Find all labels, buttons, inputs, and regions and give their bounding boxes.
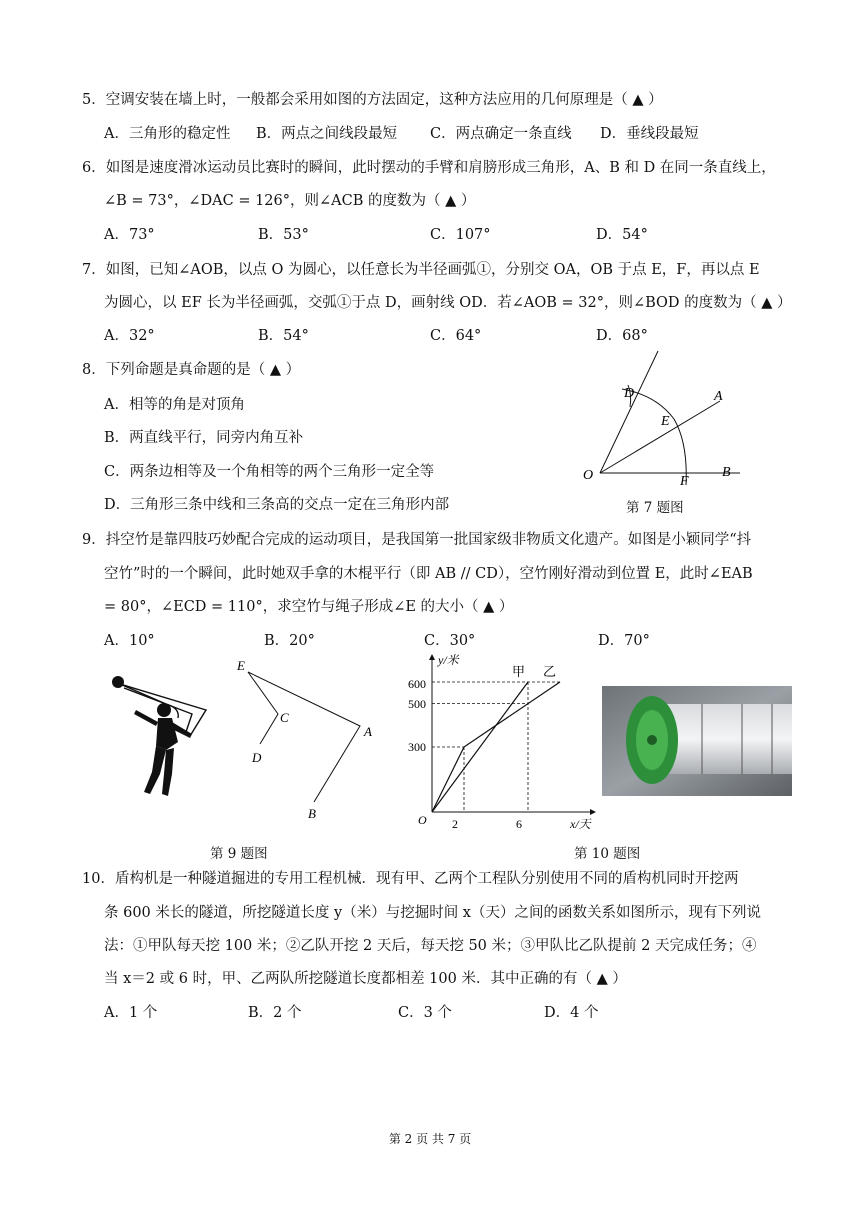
segment-e-c-d	[248, 672, 278, 744]
ray-od	[600, 351, 658, 473]
fig9-caption: 第 9 题图	[210, 846, 268, 862]
fig10-ytick-300: 300	[408, 740, 426, 754]
arc-1	[622, 389, 686, 485]
q9-stem-line3: = 80°，∠ECD = 110°，求空竹与绳子形成∠E 的大小（ ▲ ）	[104, 599, 514, 615]
ray-oa	[600, 401, 720, 473]
series-line-yi	[432, 682, 560, 812]
q7-option-d: D．68°	[596, 328, 648, 344]
q5-stem: 5．空调安装在墙上时，一般都会采用如图的方法固定，这种方法应用的几何原理是（ ▲ ）	[82, 92, 663, 108]
q6-option-d: D．54°	[596, 227, 648, 243]
figure-9-illustration	[106, 670, 226, 802]
fig9-label-a: A	[364, 724, 372, 739]
q10-option-a: A．1 个	[104, 1005, 158, 1021]
fig7-label-b: B	[722, 465, 731, 480]
q5-options	[104, 124, 804, 144]
fig10-series-label-yi: 乙	[543, 664, 557, 679]
q8-stem: 8．下列命题是真命题的是（ ▲ ）	[82, 362, 301, 378]
fig9-label-e: E	[237, 658, 245, 673]
q6-option-a: A．73°	[104, 227, 155, 243]
q7-options	[104, 326, 804, 346]
skater-head	[157, 703, 171, 717]
q9-stem-line2: 空竹”时的一个瞬间，此时她双手拿的木棍平行（即 AB // CD），空竹刚好滑动到位置 E，此时∠EAB	[104, 566, 753, 582]
y-axis-arrow	[429, 654, 435, 660]
fig10-caption: 第 10 题图	[574, 846, 641, 862]
q8-option-b: B．两直线平行，同旁内角互补	[104, 430, 304, 446]
q5-option-d: D．垂线段最短	[600, 126, 699, 142]
q9-option-d: D．70°	[598, 633, 650, 649]
q6-option-c: C．107°	[430, 227, 491, 243]
q5-option-c: C．两点确定一条直线	[430, 126, 572, 142]
q6-options	[104, 225, 804, 245]
figure-9-geometry	[230, 658, 380, 823]
q10-option-d: D．4 个	[544, 1005, 599, 1021]
q10-option-b: B．2 个	[248, 1005, 302, 1021]
q10-stem-line4: 当 x＝2 或 6 时，甲、乙两队所挖隧道长度都相差 100 米．其中正确的有（ ▲ ）	[104, 971, 627, 987]
fig7-caption: 第 7 题图	[626, 500, 684, 516]
q9-option-a: A．10°	[104, 633, 155, 649]
fig9-label-d: D	[252, 750, 262, 765]
q10-stem-line2: 条 600 米长的隧道，所挖隧道长度 y（米）与挖掘时间 x（天）之间的函数关系如图所示，现有下列说	[104, 905, 761, 921]
q9-option-b: B．20°	[264, 633, 315, 649]
skater-leg-left	[144, 746, 166, 794]
figure-10-chart	[400, 652, 600, 834]
fig7-label-e: E	[661, 414, 670, 429]
diabolo-icon	[112, 676, 124, 688]
q9-option-c: C．30°	[424, 633, 476, 649]
q9-stem-line1: 9．抖空竹是靠四肢巧妙配合完成的运动项目，是我国第一批国家级非物质文化遗产。如图是小颖同学“抖	[82, 532, 752, 548]
fig7-label-o: O	[583, 468, 594, 483]
fig10-series-label-jia: 甲	[512, 664, 526, 679]
page-footer: 第 2 页 共 7 页	[388, 1132, 472, 1146]
q8-option-a: A．相等的角是对顶角	[104, 397, 245, 413]
q7-option-a: A．32°	[104, 328, 155, 344]
fig9-label-b: B	[308, 806, 316, 821]
q10-stem-line1: 10．盾构机是一种隧道掘进的专用工程机械．现有甲、乙两个工程队分别使用不同的盾构机同时开挖两	[82, 871, 739, 887]
fig10-ytick-500: 500	[408, 697, 426, 711]
x-axis-arrow	[590, 809, 596, 815]
q8-option-c: C．两条边相等及一个角相等的两个三角形一定全等	[104, 464, 435, 480]
skater-torso	[156, 718, 178, 750]
skater-arm-left	[134, 710, 158, 726]
q10-options	[104, 1003, 804, 1023]
q10-stem-line3: 法：①甲队每天挖 100 米；②乙队开挖 2 天后，每天挖 50 米；③甲队比乙队提前 2 天完成任务；④	[104, 938, 757, 954]
fig10-ytick-600: 600	[408, 677, 426, 691]
fig10-xtick-6: 6	[516, 817, 522, 831]
fig10-xtick-2: 2	[452, 817, 458, 831]
fig10-ylabel: y/米	[438, 653, 459, 667]
figure-7	[570, 345, 750, 495]
series-line-jia	[432, 682, 528, 812]
fig9-label-c: C	[280, 710, 289, 725]
fig7-label-f: F	[680, 474, 689, 489]
q7-option-c: C．64°	[430, 328, 482, 344]
fig10-origin: O	[418, 813, 427, 827]
fig7-label-d: D	[624, 386, 635, 401]
fig7-label-a: A	[714, 389, 723, 404]
q7-stem-line2: 为圆心，以 EF 长为半径画弧，交弧①于点 D，画射线 OD．若∠AOB = 32°，则∠BOD 的度数为（ ▲ ）	[104, 295, 792, 311]
segment-e-a-b	[248, 672, 360, 802]
shield-machine-photo	[602, 686, 792, 796]
q6-option-b: B．53°	[258, 227, 309, 243]
q7-stem-line1: 7．如图，已知∠AOB，以点 O 为圆心，以任意长为半径画弧①，分别交 OA，OB 于点 E，F，再以点 E	[82, 262, 760, 278]
q5-option-a: A．三角形的稳定性	[104, 126, 231, 142]
cutter-hub	[647, 735, 657, 745]
q7-option-b: B．54°	[258, 328, 309, 344]
q9-options	[104, 631, 804, 651]
q10-option-c: C．3 个	[398, 1005, 452, 1021]
q8-option-d: D．三角形三条中线和三条高的交点一定在三角形内部	[104, 497, 450, 513]
q5-option-b: B．两点之间线段最短	[256, 126, 398, 142]
q6-stem-line1: 6．如图是速度滑冰运动员比赛时的瞬间，此时摆动的手臂和肩膀形成三角形，A、B 和 D 在同一条直线上，	[82, 160, 776, 176]
fig10-xlabel: x/天	[570, 817, 591, 831]
q6-stem-line2: ∠B = 73°，∠DAC = 126°，则∠ACB 的度数为（ ▲ ）	[104, 193, 476, 209]
